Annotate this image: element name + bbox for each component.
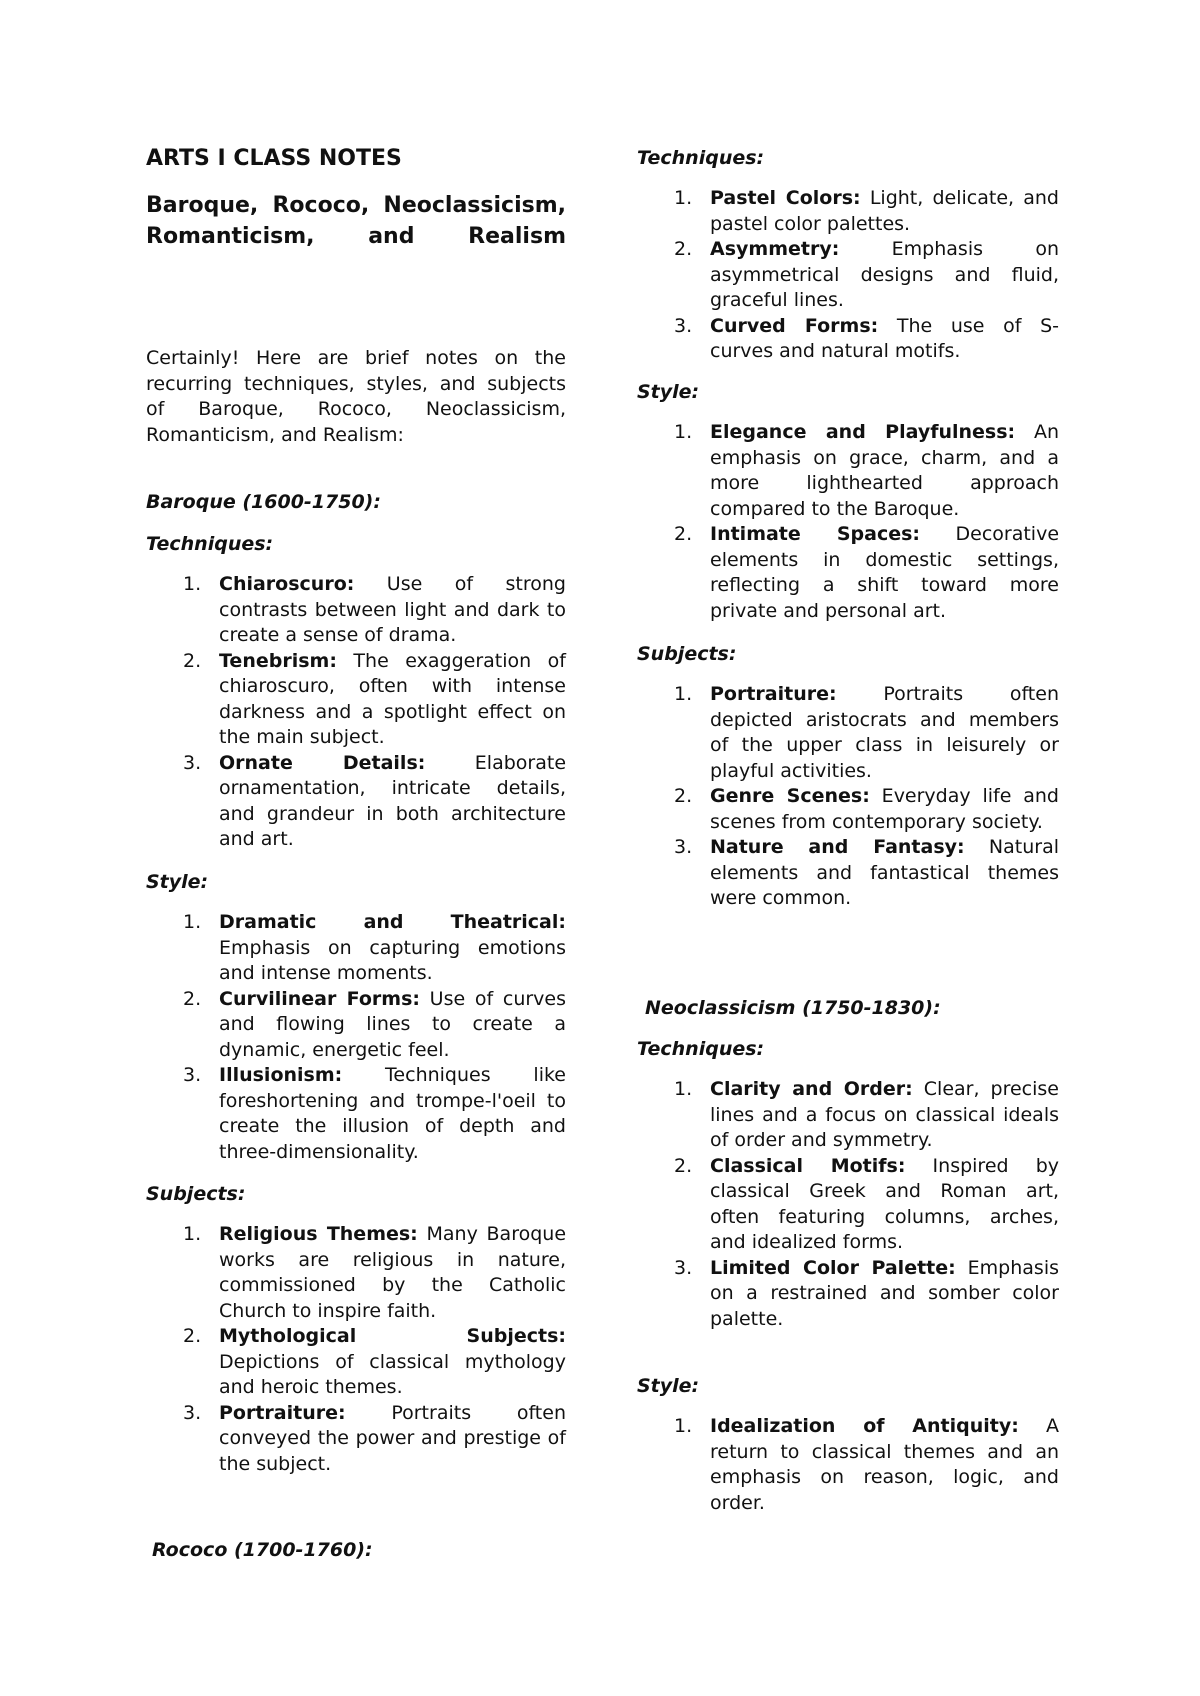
baroque-techniques-list: [146, 572, 566, 853]
baroque-subjects-list: [146, 1222, 566, 1477]
list-item: 1. Chiaroscuro: Use of strong contrasts between light and dark to create a sense of drama.: [183, 573, 566, 646]
baroque-techniques-heading: Techniques:: [146, 533, 274, 555]
rococo-subjects-list: [637, 682, 1059, 912]
document-subtitle: Baroque, Rococo, Neoclassicism, Romanticism, and Realism: [146, 193, 566, 249]
list-item: 2. Classical Motifs: Inspired by classical Greek and Roman art, often featuring columns, arches, and idealized forms.: [674, 1154, 1059, 1253]
baroque-heading: Baroque (1600-1750):: [146, 491, 381, 513]
neoclassicism-techniques-list: [637, 1077, 1059, 1332]
list-item: 2. Curvilinear Forms: Use of curves and flowing lines to create a dynamic, energetic feel.: [183, 987, 567, 1061]
baroque-style-list: [146, 910, 566, 1165]
neoclassicism-style-list: [637, 1414, 1059, 1516]
list-item: 3. Nature and Fantasy: Natural elements and fantastical themes were common.: [674, 836, 1059, 909]
list-item: 2. Asymmetry: Emphasis on asymmetrical designs and fluid, graceful lines.: [674, 238, 1059, 311]
list-item: 1. Idealization of Antiquity: A return to classical themes and an emphasis on reason, logic, and order.: [674, 1415, 1059, 1514]
list-item: 1. Clarity and Order: Clear, precise lines and a focus on classical ideals of order and symmetry.: [674, 1078, 1059, 1151]
list-item: 3. Limited Color Palette: Emphasis on a restrained and somber color palette.: [674, 1256, 1059, 1330]
document-title: ARTS I CLASS NOTES: [146, 146, 402, 171]
list-item: 1. Pastel Colors: Light, delicate, and pastel color palettes.: [674, 187, 1059, 235]
baroque-subjects-heading: Subjects:: [146, 1183, 246, 1205]
intro-paragraph: Certainly! Here are brief notes on the recurring techniques, styles, and subjects of Baroque, Rococo, Neoclassicism, Romanticism, and Realism:: [146, 347, 566, 446]
list-item: 1. Elegance and Playfulness: An emphasis on grace, charm, and a more lighthearted approach compared to the Baroque.: [674, 421, 1059, 520]
neoclassicism-heading: Neoclassicism (1750-1830):: [645, 997, 941, 1019]
list-item: 1. Religious Themes: Many Baroque works are religious in nature, commissioned by the Catholic Church to inspire faith.: [183, 1223, 567, 1322]
list-item: 2. Intimate Spaces: Decorative elements in domestic settings, reflecting a shift toward more private and personal art.: [674, 523, 1060, 622]
list-item: 2. Genre Scenes: Everyday life and scenes from contemporary society.: [674, 785, 1059, 833]
rococo-style-list: [637, 420, 1059, 624]
list-item: 1. Dramatic and Theatrical: Emphasis on capturing emotions and intense moments.: [183, 911, 566, 984]
baroque-style-heading: Style:: [146, 871, 209, 893]
neoclassicism-style-heading: Style:: [637, 1375, 700, 1397]
list-item: 3. Portraiture: Portraits often conveyed the power and prestige of the subject.: [183, 1401, 566, 1475]
rococo-techniques-heading: Techniques:: [637, 147, 765, 169]
list-item: 3. Curved Forms: The use of S-curves and natural motifs.: [674, 314, 1059, 362]
rococo-techniques-list: [637, 186, 1059, 365]
list-item: 3. Ornate Details: Elaborate ornamentation, intricate details, and grandeur in both architecture and art.: [183, 751, 567, 850]
list-item: 3. Illusionism: Techniques like foreshortening and trompe-l'oeil to create the illusion of depth and three-dimensionality.: [183, 1064, 566, 1163]
rococo-subjects-heading: Subjects:: [637, 643, 737, 665]
list-item: 2. Mythological Subjects: Depictions of classical mythology and heroic themes.: [183, 1325, 566, 1398]
list-item: 2. Tenebrism: The exaggeration of chiaroscuro, often with intense darkness and a spotlight effect on the main subject.: [183, 649, 566, 748]
rococo-heading: Rococo (1700-1760):: [152, 1539, 373, 1561]
list-item: 1. Portraiture: Portraits often depicted aristocrats and members of the upper class in leisurely or playful activities.: [674, 683, 1059, 782]
neoclassicism-techniques-heading: Techniques:: [637, 1038, 765, 1060]
rococo-style-heading: Style:: [637, 381, 700, 403]
